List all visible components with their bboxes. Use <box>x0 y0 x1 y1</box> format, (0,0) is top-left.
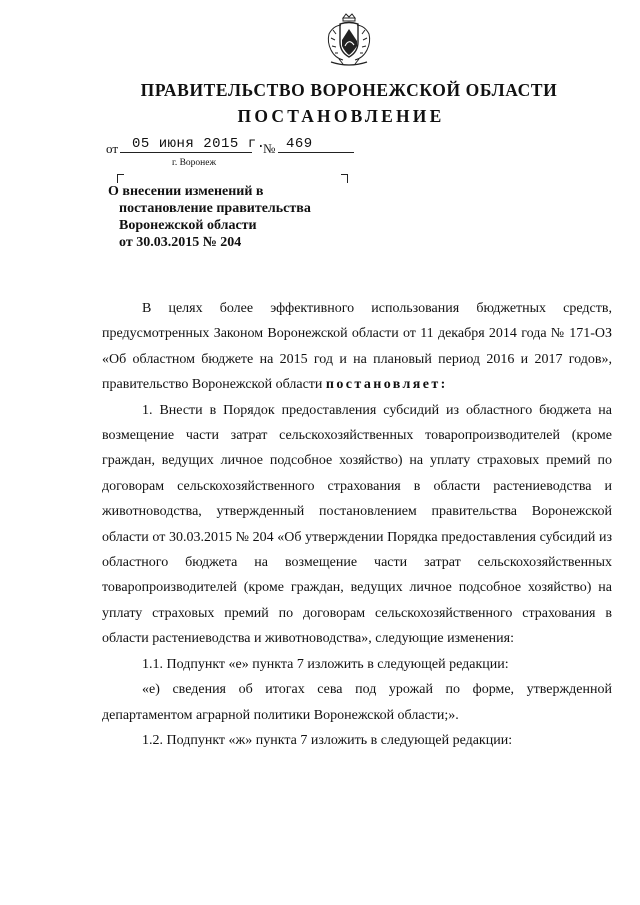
paragraph-text: В целях более эффективного использования бюджетных средств, предусмотренных Законом Воронежской области от 11 декабря 2014 года № 171-ОЗ «Об областном бюджете на 2015 год и на плановый период 2016 и 2017 годов», правительство Воронежской области <box>102 301 612 393</box>
coat-of-arms-icon <box>323 12 375 70</box>
subject-block <box>108 183 311 251</box>
paragraph-text: 1.2. Подпункт «ж» пункта 7 изложить в следующей редакции: <box>142 732 513 748</box>
date-value: 05 июня 2015 г. <box>132 136 266 152</box>
document-body <box>102 296 612 753</box>
subject-line: О внесении изменений в <box>108 184 264 199</box>
subject-corner-right <box>341 174 348 183</box>
subject-line: постановление правительства <box>119 201 311 216</box>
date-from-label: от <box>106 141 119 156</box>
paragraph <box>102 652 612 677</box>
resolution-keyword: постановляет: <box>325 377 448 393</box>
number-value: 469 <box>286 136 313 152</box>
paragraph-text: 1.1. Подпункт «е» пункта 7 изложить в следующей редакции: <box>142 656 509 672</box>
org-title: ПРАВИТЕЛЬСТВО ВОРОНЕЖСКОЙ ОБЛАСТИ <box>140 80 558 100</box>
subject-corner-left <box>117 174 124 183</box>
paragraph-text: 1. Внести в Порядок предоставления субсидий из областного бюджета на возмещение части затрат сельскохозяйственных товаропроизводителей (кроме граждан, ведущих личное подсобное хозяйство) на уплату страховых премий по договорам сельскохозяйственного страхования в области растениеводства и животноводства, утвержденный постановлением правительства Воронежской области от 30.03.2015 № 204 «Об утверждении Порядка предоставления субсидий из областного бюджета на возмещение части затрат сельскохозяйственных товаропроизводителей (кроме граждан, ведущих личное подсобное хозяйство) на уплату страховых премий по договорам сельскохозяйственного страхования в области растениеводства и животноводства», следующие изменения: <box>102 402 612 647</box>
paragraph <box>102 398 612 652</box>
date-underline <box>120 152 252 153</box>
city: г. Воронеж <box>172 158 217 168</box>
paragraph <box>102 296 612 398</box>
paragraph <box>102 728 612 753</box>
number-underline <box>278 152 354 153</box>
subject-line: Воронежской области <box>119 218 257 233</box>
paragraph-text: «е) сведения об итогах сева под урожай по форме, утвержденной департаментом аграрной политики Воронежской области;». <box>102 682 612 723</box>
number-label: № <box>263 141 276 156</box>
subject-line: от 30.03.2015 № 204 <box>119 235 242 250</box>
document-type: ПОСТАНОВЛЕНИЕ <box>237 106 445 126</box>
paragraph <box>102 677 612 728</box>
dateline <box>106 136 366 156</box>
